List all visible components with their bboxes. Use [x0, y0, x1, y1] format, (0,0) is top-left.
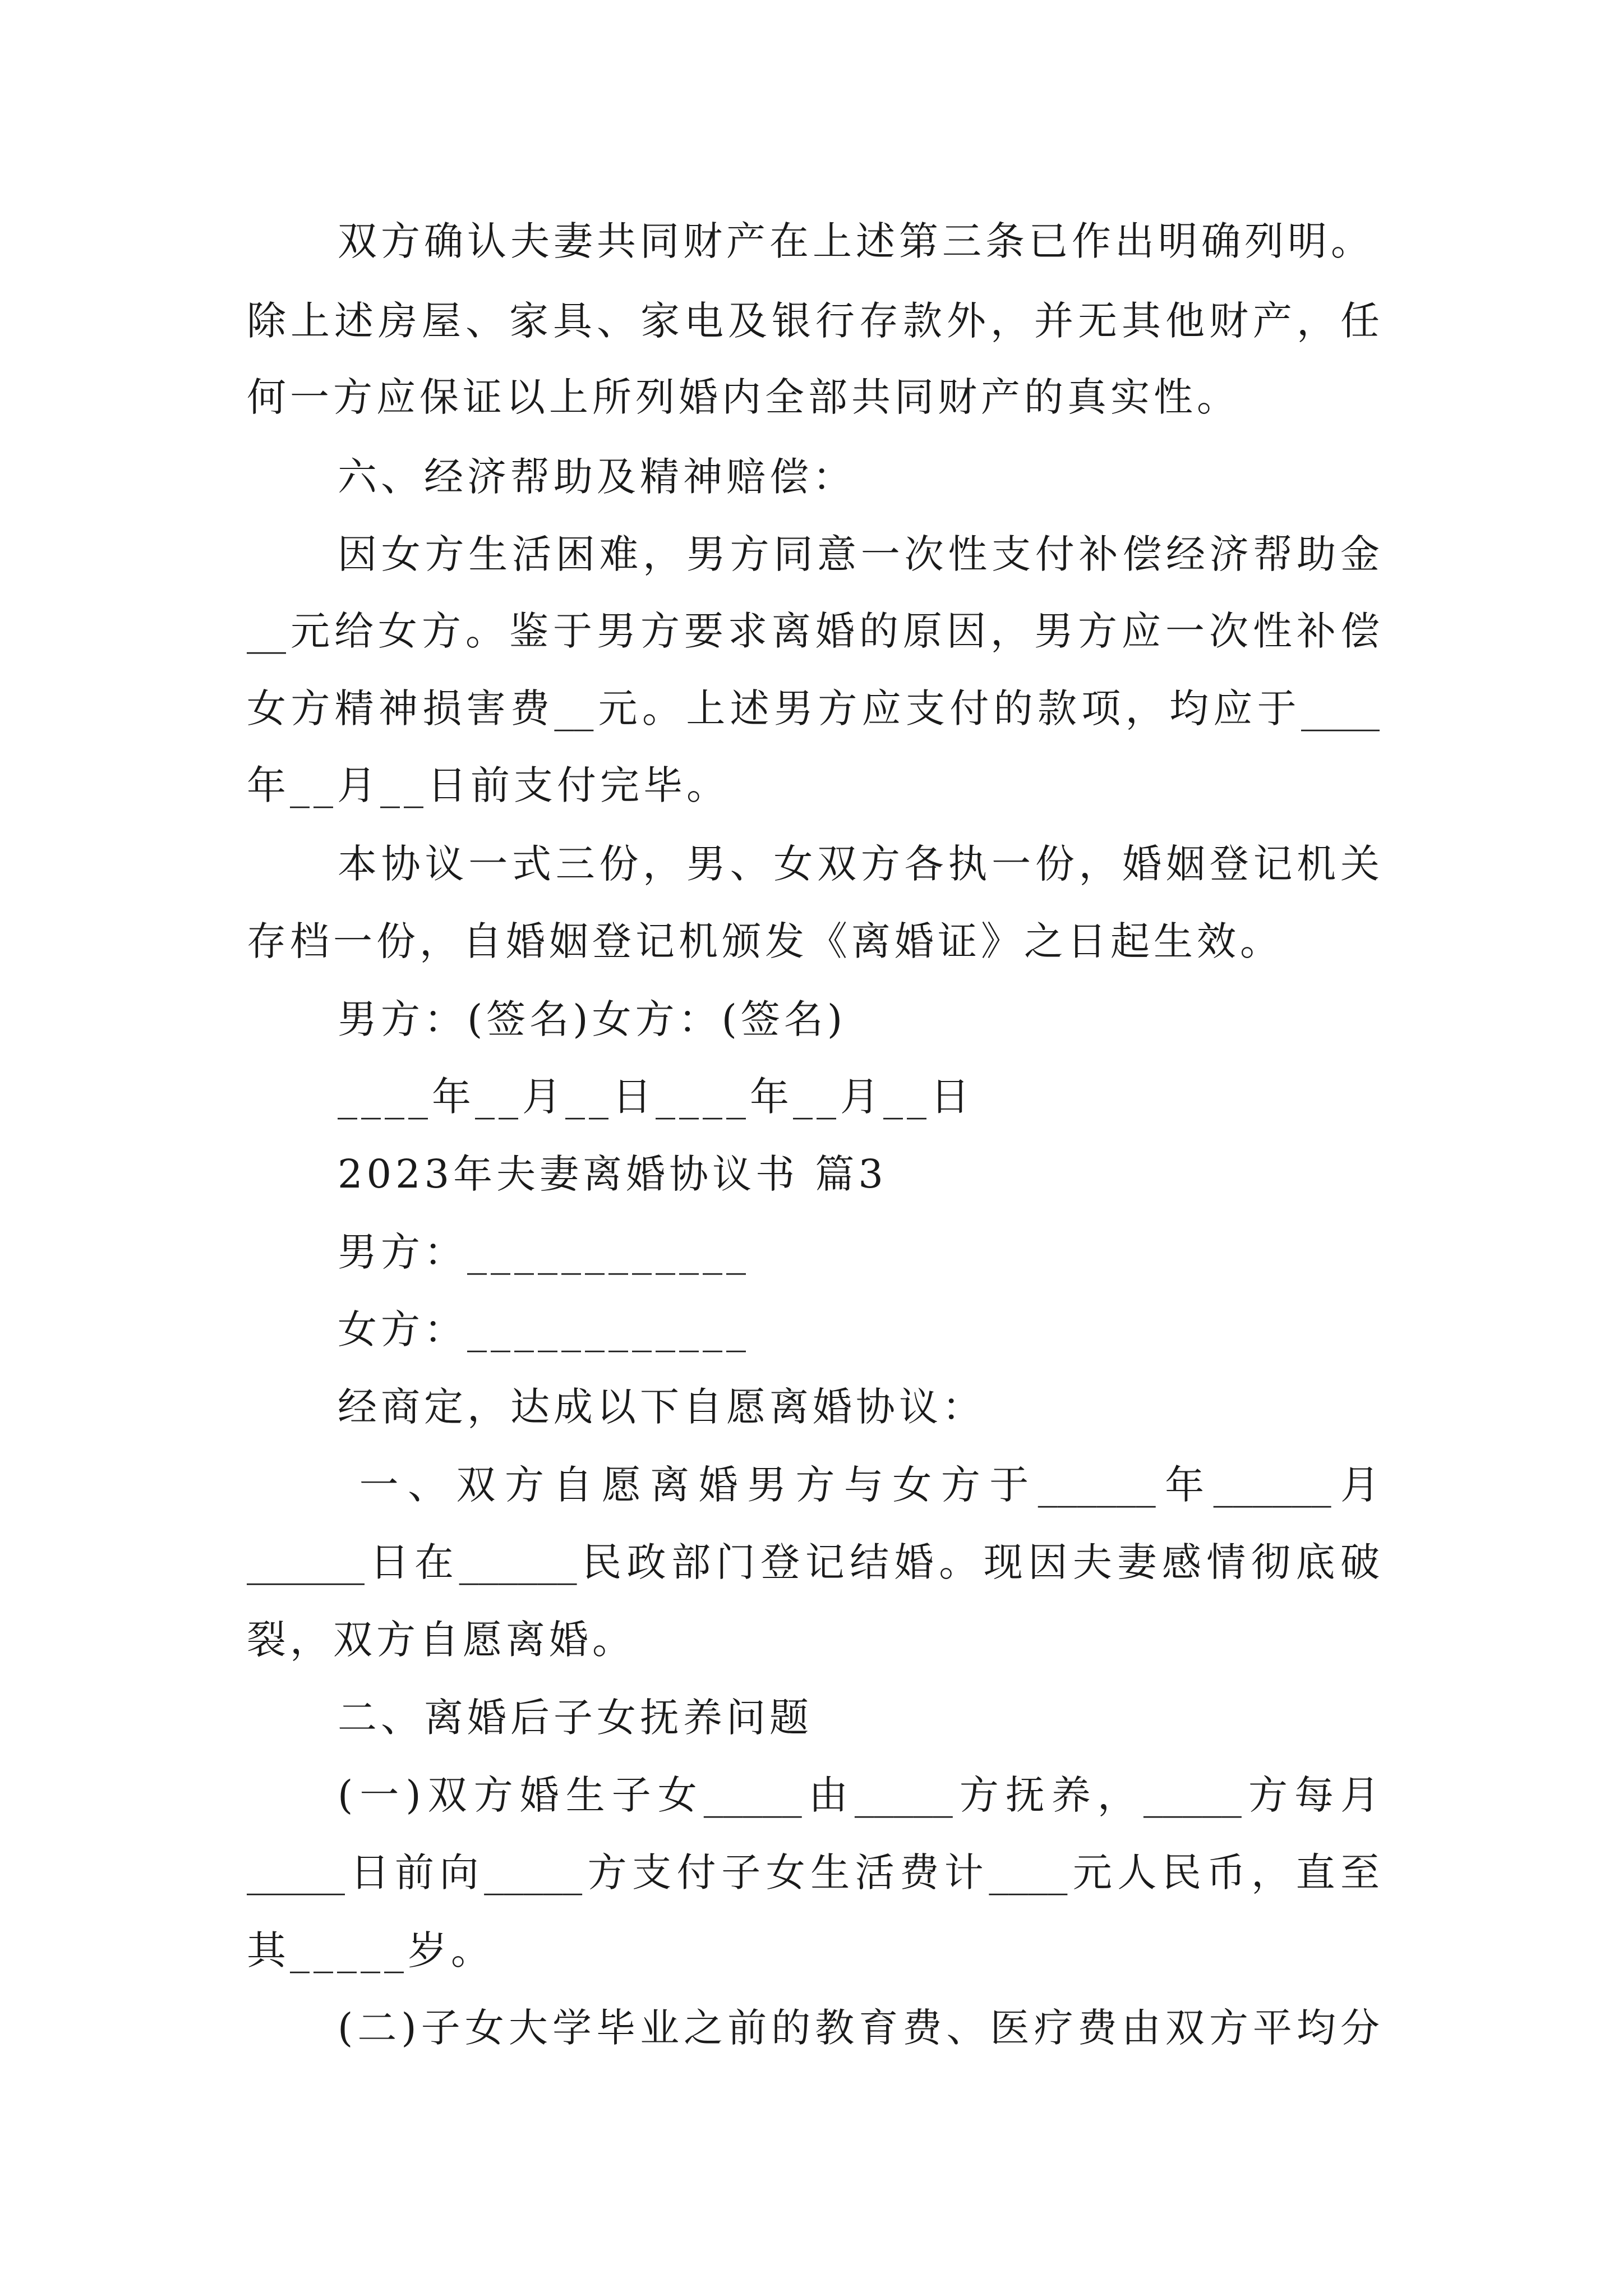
section-title-article-3: 2023年夫妻离婚协议书 篇3 [338, 1151, 887, 1197]
date-line: ____年__月__日____年__月__日 [338, 1074, 974, 1120]
paragraph-line-6: __元给女方。鉴于男方要求离婚的原因，男方应一次性补偿 [247, 608, 1380, 654]
section-heading-economic-help: 六、经济帮助及精神赔偿： [338, 454, 856, 500]
male-party-line: 男方：____________ [338, 1229, 750, 1275]
signature-line: 男方：(签名)女方：(签名) [338, 996, 847, 1042]
clause-1-line-2: ______日在______民政部门登记结婚。现因夫妻感情彻底破 [247, 1539, 1380, 1585]
paragraph-line-7: 女方精神损害费__元。上述男方应支付的款项，均应于____ [247, 685, 1380, 731]
clause-1-line-1: 一、双方自愿离婚男方与女方于______年______月 [338, 1462, 1380, 1508]
paragraph-line-10: 存档一份，自婚姻登记机颁发《离婚证》之日起生效。 [247, 918, 1283, 964]
clause-1-line-3: 裂，双方自愿离婚。 [247, 1617, 635, 1663]
female-party-line: 女方：____________ [338, 1306, 750, 1352]
paragraph-agreement-intro: 经商定，达成以下自愿离婚协议： [338, 1384, 985, 1430]
paragraph-line-2: 除上述房屋、家具、家电及银行存款外，并无其他财产，任 [247, 298, 1380, 344]
paragraph-line-3: 何一方应保证以上所列婚内全部共同财产的真实性。 [247, 374, 1240, 420]
paragraph-line-1: 双方确认夫妻共同财产在上述第三条已作出明确列明。 [338, 218, 1374, 264]
paragraph-line-9: 本协议一式三份，男、女双方各执一份，婚姻登记机关 [338, 841, 1380, 887]
paragraph-line-5: 因女方生活困难，男方同意一次性支付补偿经济帮助金 [338, 531, 1380, 577]
clause-2-1-line-3: 其_____岁。 [247, 1927, 494, 1973]
paragraph-line-8: 年__月__日前支付完毕。 [247, 762, 730, 808]
clause-2-1-line-1: (一)双方婚生子女_____由_____方抚养，_____方每月 [338, 1772, 1380, 1818]
clause-2-heading: 二、离婚后子女抚养问题 [338, 1695, 813, 1741]
clause-2-2-line-1: (二)子女大学毕业之前的教育费、医疗费由双方平均分 [338, 2005, 1380, 2051]
clause-2-1-line-2: _____日前向_____方支付子女生活费计____元人民币，直至 [247, 1849, 1380, 1895]
